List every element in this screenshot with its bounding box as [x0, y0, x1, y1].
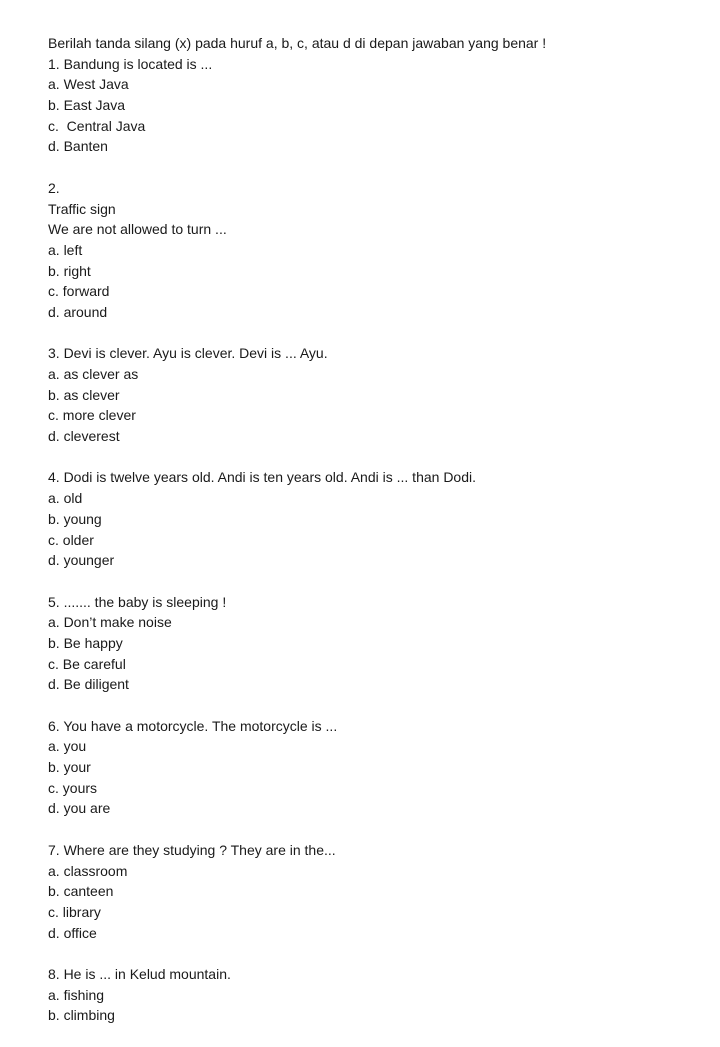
question-text: 4. Dodi is twelve years old. Andi is ten years old. Andi is ... than Dodi. — [48, 469, 476, 486]
answer-option: b. climbing — [48, 1007, 115, 1024]
instruction-text: Berilah tanda silang (x) pada huruf a, b, c, atau d di depan jawaban yang benar ! — [48, 35, 547, 51]
question-text: 5. ....... the baby is sleeping ! — [48, 593, 227, 610]
answer-option: c. older — [48, 531, 94, 548]
question-text: 1. Bandung is located is ... — [48, 55, 213, 72]
answer-option: c. forward — [48, 283, 110, 300]
question-text: 2. — [48, 179, 60, 196]
question-6 — [48, 716, 546, 819]
question-text: 7. Where are they studying ? They are in the... — [48, 841, 336, 858]
question-5 — [48, 592, 546, 695]
answer-option: d. younger — [48, 552, 115, 569]
answer-option: a. fishing — [48, 986, 105, 1003]
question-3 — [48, 343, 546, 446]
answer-option: b. young — [48, 510, 102, 527]
answer-option: a. old — [48, 490, 83, 507]
question-text: 3. Devi is clever. Ayu is clever. Devi is ... Ayu. — [48, 345, 328, 362]
question-8 — [48, 964, 546, 1026]
answer-option: a. Don’t make noise — [48, 614, 172, 631]
answer-option: d. office — [48, 924, 97, 941]
question-text: 6. You have a motorcycle. The motorcycle is ... — [48, 717, 338, 734]
answer-option: b. Be happy — [48, 634, 123, 651]
question-4 — [48, 467, 546, 570]
question-text: 8. He is ... in Kelud mountain. — [48, 965, 231, 982]
answer-option: d. you are — [48, 800, 111, 817]
answer-option: d. Be diligent — [48, 676, 129, 693]
question-text: Traffic sign — [48, 200, 116, 217]
answer-option: d. cleverest — [48, 428, 120, 445]
answer-option: c. yours — [48, 779, 98, 796]
quiz-document — [48, 33, 546, 1047]
question-text: We are not allowed to turn ... — [48, 221, 227, 238]
answer-option: a. as clever as — [48, 366, 139, 382]
answer-option: b. canteen — [48, 883, 114, 900]
question-7 — [48, 840, 546, 943]
answer-option: b. as clever — [48, 386, 120, 403]
answer-option: b. East Java — [48, 97, 126, 114]
answer-option: a. West Java — [48, 76, 129, 93]
answer-option: d. around — [48, 303, 108, 320]
answer-option: c. library — [48, 903, 101, 920]
answer-option: c. Central Java — [48, 117, 146, 134]
answer-option: b. right — [48, 262, 91, 279]
answer-option: b. your — [48, 759, 91, 776]
question-2 — [48, 178, 546, 323]
answer-option: a. classroom — [48, 862, 128, 879]
answer-option: a. you — [48, 738, 87, 755]
answer-option: c. more clever — [48, 407, 136, 424]
question-1 — [48, 54, 546, 157]
answer-option: d. Banten — [48, 138, 108, 155]
answer-option: a. left — [48, 241, 83, 258]
answer-option: c. Be careful — [48, 655, 126, 672]
